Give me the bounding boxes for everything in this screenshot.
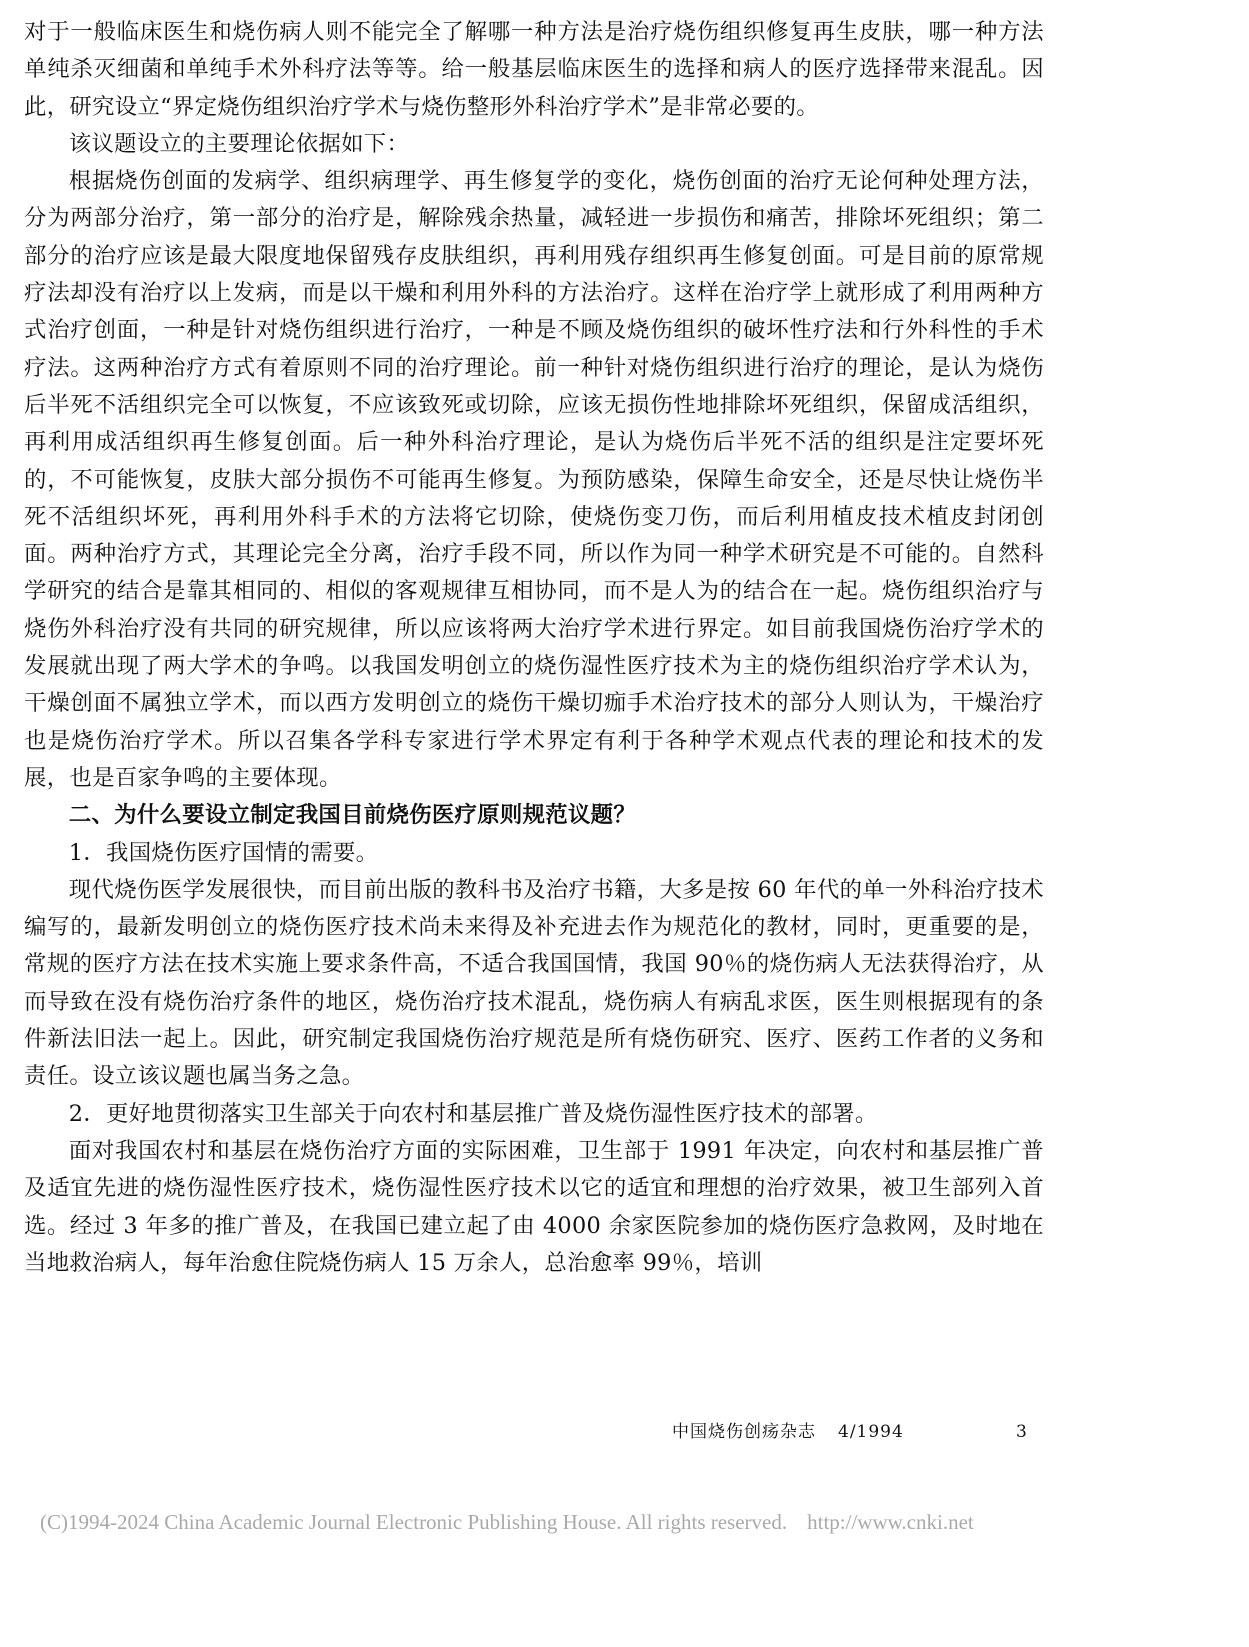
- subheading-ministry-deployment: 2．更好地贯彻落实卫生部关于向农村和基层推广普及烧伤湿性医疗技术的部署。: [68, 1100, 878, 1127]
- paragraph-national-conditions: 现代烧伤医学发展很快，而目前出版的教科书及治疗书籍，大多是按 60 年代的单一外科治疗技术编写的，最新发明创立的烧伤医疗技术尚未来得及补充进去作为规范化的教材，同时，更重要的是，常规的医疗方法在技术实施上要求条件高，不适合我国国情，我国 90％的烧伤病人无法获得治疗，从而导致在没有烧伤治疗条件的地区，烧伤治疗技术混乱，烧伤病人有病乱求医，医生则根据现有的条件新法旧法一起上。因此，研究制定我国烧伤治疗规范是所有烧伤研究、医疗、医药工作者的义务和责任。设立该议题也属当务之急。: [24, 876, 1044, 1090]
- paragraph-ministry-deployment: 面对我国农村和基层在烧伤治疗方面的实际困难，卫生部于 1991 年决定，向农村和基层推广普及适宜先进的烧伤湿性医疗技术，烧伤湿性医疗技术以它的适宜和理想的治疗效果，被卫生部列入首选。经过 3 年多的推广普及，在我国已建立起了由 4000 余家医院参加的烧伤医疗急救网，及时地在当地救治病人，每年治愈住院烧伤病人 15 万余人，总治愈率 99％，培训: [24, 1137, 1044, 1276]
- page-number: 3: [1016, 1422, 1028, 1442]
- publisher-url: http://www.cnki.net: [807, 1510, 974, 1534]
- page-footer: [672, 1420, 1028, 1444]
- section-heading-two: 二、为什么要设立制定我国目前烧伤医疗原则规范议题？: [68, 802, 637, 829]
- copyright-notice: (C)1994-2024 China Academic Journal Electronic Publishing House. All rights reserved.: [40, 1510, 788, 1534]
- paragraph-theory-basis: 根据烧伤创面的发病学、组织病理学、再生修复学的变化，烧伤创面的治疗无论何种处理方法，分为两部分治疗，第一部分的治疗是，解除残余热量，减轻进一步损伤和痛苦，排除坏死组织；第二部分的治疗应该是最大限度地保留残存皮肤组织，再利用残存组织再生修复创面。可是目前的原常规疗法却没有治疗以上发病，而是以干燥和利用外科的方法治疗。这样在治疗学上就形成了利用两种方式治疗创面，一种是针对烧伤组织进行治疗，一种是不顾及烧伤组织的破坏性疗法和行外科性的手术疗法。这两种治疗方式有着原则不同的治疗理论。前一种针对烧伤组织进行治疗的理论，是认为烧伤后半死不活组织完全可以恢复，不应该致死或切除，应该无损伤性地排除坏死组织，保留成活组织，再利用成活组织再生修复创面。后一种外科治疗理论，是认为烧伤后半死不活的组织是注定要坏死的，不可能恢复，皮肤大部分损伤不可能再生修复。为预防感染，保障生命安全，还是尽快让烧伤半死不活组织坏死，再利用外科手术的方法将它切除，使烧伤变刀伤，而后利用植皮技术植皮封闭创面。两种治疗方式，其理论完全分离，治疗手段不同，所以作为同一种学术研究是不可能的。自然科学研究的结合是靠其相同的、相似的客观规律互相协同，而不是人为的结合在一起。烧伤组织治疗与烧伤外科治疗没有共同的研究规律，所以应该将两大治疗学术进行界定。如目前我国烧伤治疗学术的发展就出现了两大学术的争鸣。以我国发明创立的烧伤湿性医疗技术为主的烧伤组织治疗学术认为，干燥创面不属独立学术，而以西方发明创立的烧伤干燥切痂手术治疗技术的部分人则认为，干燥治疗也是烧伤治疗学术。所以召集各学科专家进行学术界定有利于各种学术观点代表的理论和技术的发展，也是百家争鸣的主要体现。: [24, 168, 1044, 791]
- article-body: [24, 14, 1044, 1282]
- journal-issue: 4/1994: [838, 1422, 904, 1442]
- journal-name: 中国烧伤创疡杂志: [672, 1422, 816, 1442]
- paragraph-basis-intro: 该议题设立的主要理论依据如下：: [68, 130, 410, 157]
- paragraph-intro-continuation: 对于一般临床医生和烧伤病人则不能完全了解哪一种方法是治疗烧伤组织修复再生皮肤，哪一种方法单纯杀灭细菌和单纯手术外科疗法等等。给一般基层临床医生的选择和病人的医疗选择带来混乱。因此，研究设立“界定烧伤组织治疗学术与烧伤整形外科治疗学术”是非常必要的。: [24, 19, 1044, 120]
- copyright-watermark: [40, 1510, 974, 1535]
- subheading-national-conditions: 1．我国烧伤医疗国情的需要。: [68, 839, 379, 866]
